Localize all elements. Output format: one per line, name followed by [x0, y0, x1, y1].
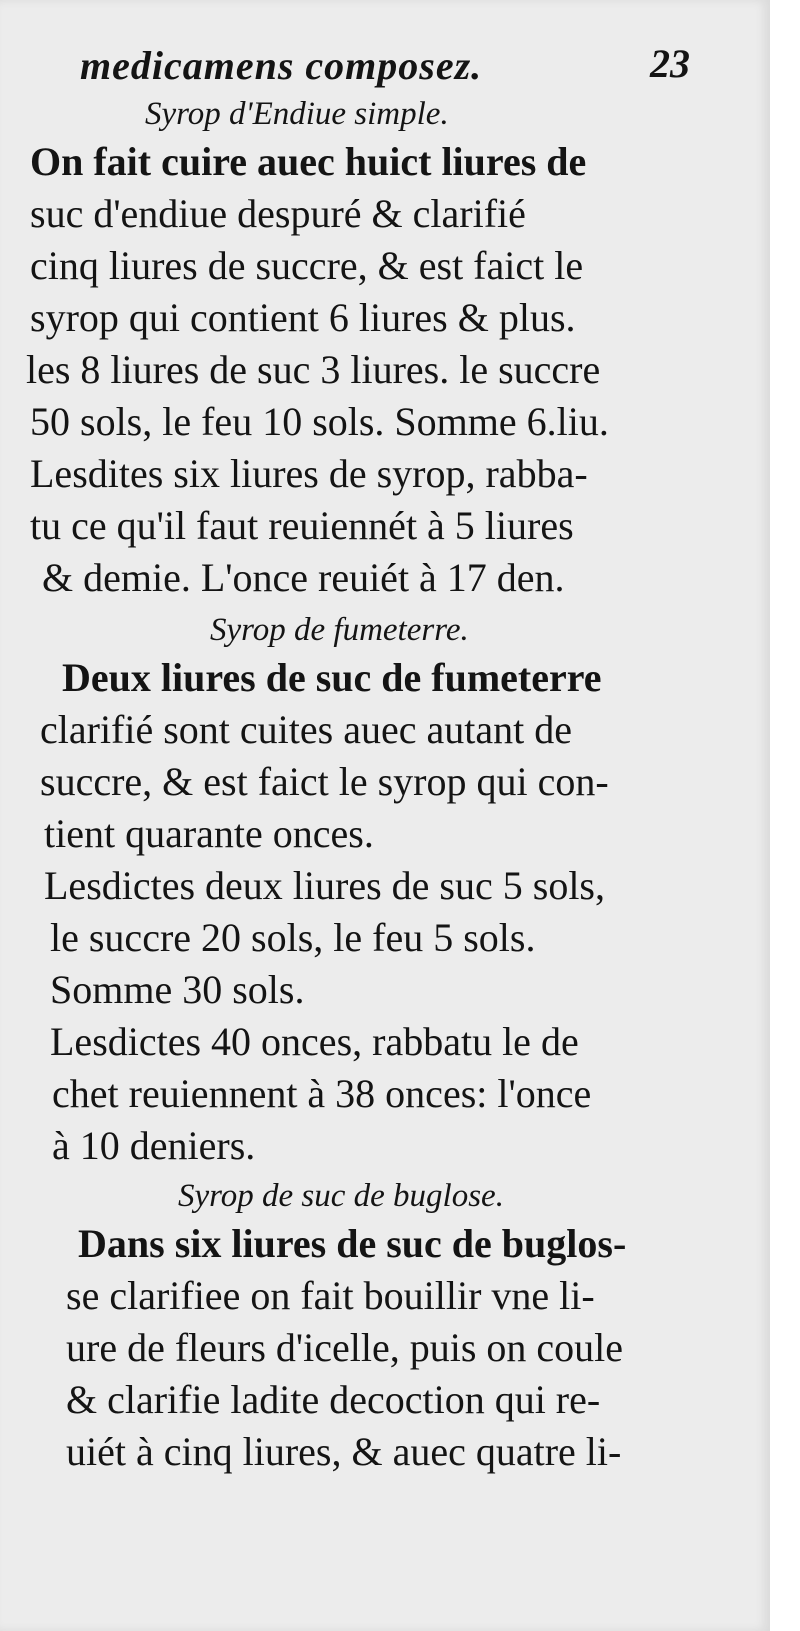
text-line: On fait cuire auec huict liures de — [30, 139, 587, 184]
text-line: syrop qui contient 6 liures & plus. — [30, 295, 576, 340]
text-line: se clarifiee on fait bouillir vne li- — [66, 1273, 595, 1318]
text-line: Lesdictes 40 onces, rabbatu le de — [50, 1019, 579, 1064]
section-heading-fumeterre: Syrop de fumeterre. — [210, 612, 469, 648]
text-line: & demie. L'once reuiét à 17 den. — [42, 555, 565, 600]
text-line: suc d'endiue despuré & clarifié — [30, 191, 526, 236]
text-line: Lesdites six liures de syrop, rabba- — [30, 451, 588, 496]
text-line: clarifié sont cuites auec autant de — [40, 707, 572, 752]
text-line: Somme 30 sols. — [50, 967, 305, 1012]
text-line: Dans six liures de suc de buglos- — [78, 1221, 627, 1266]
page-header — [70, 40, 710, 100]
text-line: cinq liures de succre, & est faict le — [30, 243, 584, 288]
text-line: ure de fleurs d'icelle, puis on coule — [66, 1325, 624, 1370]
text-line: uiét à cinq liures, & auec quatre li- — [66, 1429, 622, 1474]
text-line: les 8 liures de suc 3 liures. le succre — [26, 347, 601, 392]
text-line: le succre 20 sols, le feu 5 sols. — [50, 915, 536, 960]
text-line: Lesdictes deux liures de suc 5 sols, — [44, 863, 605, 908]
text-line: à 10 deniers. — [52, 1123, 256, 1168]
running-title: medicamens composez. — [80, 43, 483, 88]
text-line: chet reuiennent à 38 onces: l'once — [52, 1071, 592, 1116]
text-line: tient quarante onces. — [44, 811, 374, 856]
text-line: Deux liures de suc de fumeterre — [62, 655, 602, 700]
section-heading-endiue: Syrop d'Endiue simple. — [145, 96, 449, 132]
text-line: succre, & est faict le syrop qui con- — [40, 759, 609, 804]
text-line: 50 sols, le feu 10 sols. Somme 6.liu. — [30, 399, 609, 444]
text-line: & clarifie ladite decoction qui re- — [66, 1377, 601, 1422]
text-line: tu ce qu'il faut reuiennét à 5 liures — [30, 503, 574, 548]
page-number: 23 — [650, 41, 690, 86]
section-heading-buglose: Syrop de suc de buglose. — [178, 1178, 504, 1214]
